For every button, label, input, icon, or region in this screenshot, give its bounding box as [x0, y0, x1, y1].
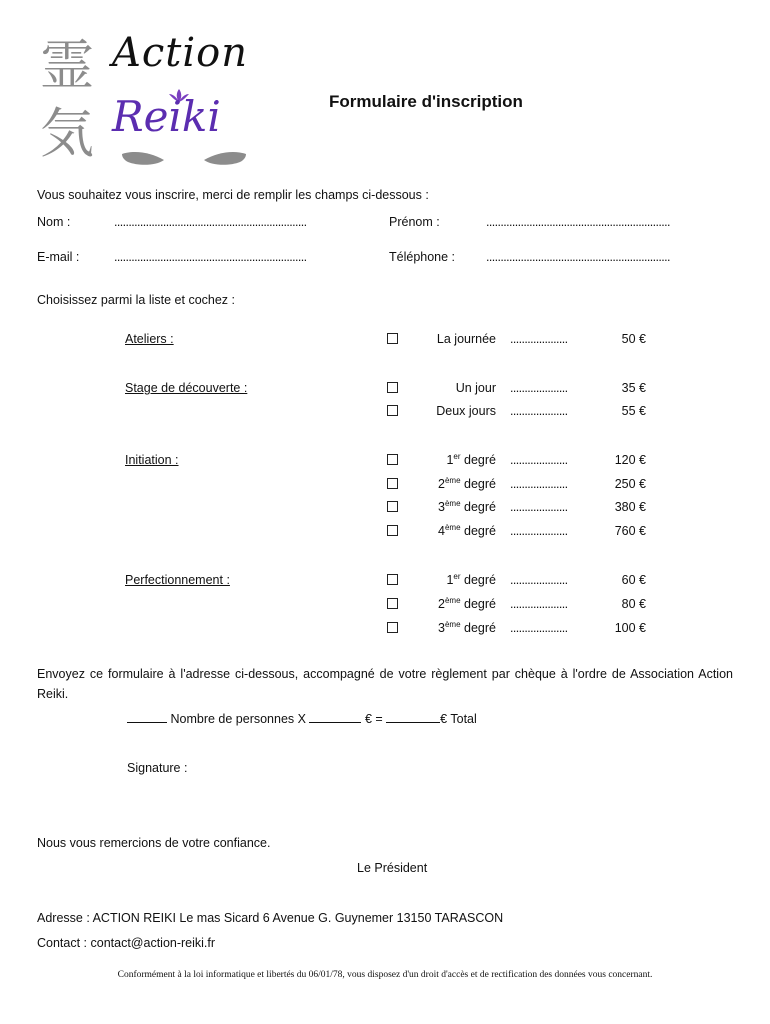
- option-text: [400, 596, 496, 612]
- degree-word: degré: [464, 597, 496, 611]
- checkbox[interactable]: [387, 525, 398, 536]
- option-text: Un jour: [455, 381, 496, 395]
- persons-label: Nombre de personnes X: [170, 712, 306, 726]
- degree-suffix: er: [453, 451, 461, 461]
- calculation-line: [127, 710, 477, 727]
- option-text: [400, 523, 496, 539]
- checkbox[interactable]: [387, 478, 398, 489]
- degree-number: 3: [438, 500, 445, 514]
- degree-number: 1: [446, 573, 454, 587]
- nom-field[interactable]: ...................................................................: [114, 215, 307, 229]
- prenom-label: Prénom :: [389, 215, 440, 229]
- option-text: [400, 452, 496, 468]
- option-text: Deux jours: [436, 404, 496, 418]
- checkbox[interactable]: [387, 622, 398, 633]
- contact-text: Contact : contact@action-reiki.fr: [37, 936, 216, 950]
- degree-suffix: ème: [444, 475, 461, 485]
- option-price: 60 €: [621, 573, 646, 587]
- total-blank[interactable]: [386, 710, 440, 723]
- signature-label: Signature :: [127, 761, 188, 775]
- option-price: 760 €: [614, 524, 646, 538]
- option-dots: ....................: [510, 404, 568, 418]
- degree-word: degré: [464, 621, 496, 635]
- tel-field[interactable]: ................................................................: [486, 250, 670, 264]
- checkbox[interactable]: [387, 333, 398, 344]
- persons-blank[interactable]: [127, 710, 167, 723]
- option-price: 55 €: [621, 404, 646, 418]
- option-text: La journée: [436, 332, 496, 346]
- option-text: [400, 620, 496, 636]
- degree-number: 2: [438, 477, 445, 491]
- option-dots: ....................: [510, 597, 568, 611]
- checkbox[interactable]: [387, 405, 398, 416]
- logo-action-text: Action: [112, 30, 248, 76]
- option-dots: ....................: [510, 453, 568, 467]
- choose-label: Choisissez parmi la liste et cochez :: [37, 293, 235, 307]
- logo-kanji-ki: 気: [40, 102, 94, 165]
- price-blank[interactable]: [309, 710, 361, 723]
- address-text: Adresse : ACTION REIKI Le mas Sicard 6 Avenue G. Guynemer 13150 TARASCON: [37, 911, 504, 925]
- option-price: 380 €: [614, 500, 646, 514]
- checkbox[interactable]: [387, 598, 398, 609]
- degree-suffix: ème: [444, 619, 461, 629]
- degree-suffix: er: [453, 571, 461, 581]
- option-text: [400, 572, 496, 588]
- option-price: 80 €: [621, 597, 646, 611]
- euro-equals: € =: [364, 712, 383, 726]
- degree-number: 1: [446, 453, 454, 467]
- send-instructions: Envoyez ce formulaire à l'adresse ci-dessous, accompagné de votre règlement par chèque à l'ordre de Association Action Reiki.: [37, 667, 733, 701]
- degree-suffix: ème: [444, 498, 461, 508]
- tel-label: Téléphone :: [389, 250, 456, 264]
- email-label: E-mail :: [37, 250, 80, 264]
- checkbox[interactable]: [387, 501, 398, 512]
- degree-word: degré: [464, 500, 496, 514]
- prenom-field[interactable]: ................................................................: [486, 215, 670, 229]
- option-dots: ....................: [510, 621, 568, 635]
- degree-number: 2: [438, 597, 445, 611]
- section-perfectionnement-label: Perfectionnement :: [125, 573, 230, 587]
- nom-label: Nom :: [37, 215, 71, 229]
- option-dots: ....................: [510, 524, 568, 538]
- degree-number: 3: [438, 621, 445, 635]
- checkbox[interactable]: [387, 382, 398, 393]
- checkbox[interactable]: [387, 454, 398, 465]
- section-ateliers-label: Ateliers :: [125, 332, 174, 346]
- option-dots: ....................: [510, 381, 568, 395]
- option-dots: ....................: [510, 500, 568, 514]
- degree-suffix: ème: [444, 522, 461, 532]
- logo-kanji-rei: 霊: [40, 34, 94, 97]
- option-text: [400, 476, 496, 492]
- option-price: 100 €: [614, 621, 646, 635]
- hands-icon: [120, 148, 248, 170]
- option-price: 250 €: [614, 477, 646, 491]
- president-text: Le Président: [357, 861, 428, 875]
- thanks-text: Nous vous remercions de votre confiance.: [37, 836, 271, 850]
- option-dots: ....................: [510, 573, 568, 587]
- degree-word: degré: [464, 524, 496, 538]
- option-text: [400, 499, 496, 515]
- intro-text: Vous souhaitez vous inscrire, merci de remplir les champs ci-dessous :: [37, 188, 429, 202]
- degree-word: degré: [464, 477, 496, 491]
- email-field[interactable]: ...................................................................: [114, 250, 307, 264]
- option-price: 50 €: [621, 332, 646, 346]
- total-label: € Total: [440, 712, 477, 726]
- section-stage-label: Stage de découverte :: [125, 381, 248, 395]
- legal-notice: Conformément à la loi informatique et libertés du 06/01/78, vous disposez d'un droit d'accès et de rectification des données vous concernant.: [117, 970, 653, 980]
- page-title: Formulaire d'inscription: [329, 92, 523, 111]
- section-initiation-label: Initiation :: [125, 453, 179, 467]
- option-price: 35 €: [621, 381, 646, 395]
- degree-word: degré: [464, 573, 496, 587]
- option-dots: ....................: [510, 477, 568, 491]
- option-price: 120 €: [614, 453, 646, 467]
- logo-reiki-text: Reiki: [112, 92, 221, 141]
- checkbox[interactable]: [387, 574, 398, 585]
- option-dots: ....................: [510, 332, 568, 346]
- degree-word: degré: [464, 453, 496, 467]
- degree-number: 4: [438, 524, 445, 538]
- degree-suffix: ème: [444, 595, 461, 605]
